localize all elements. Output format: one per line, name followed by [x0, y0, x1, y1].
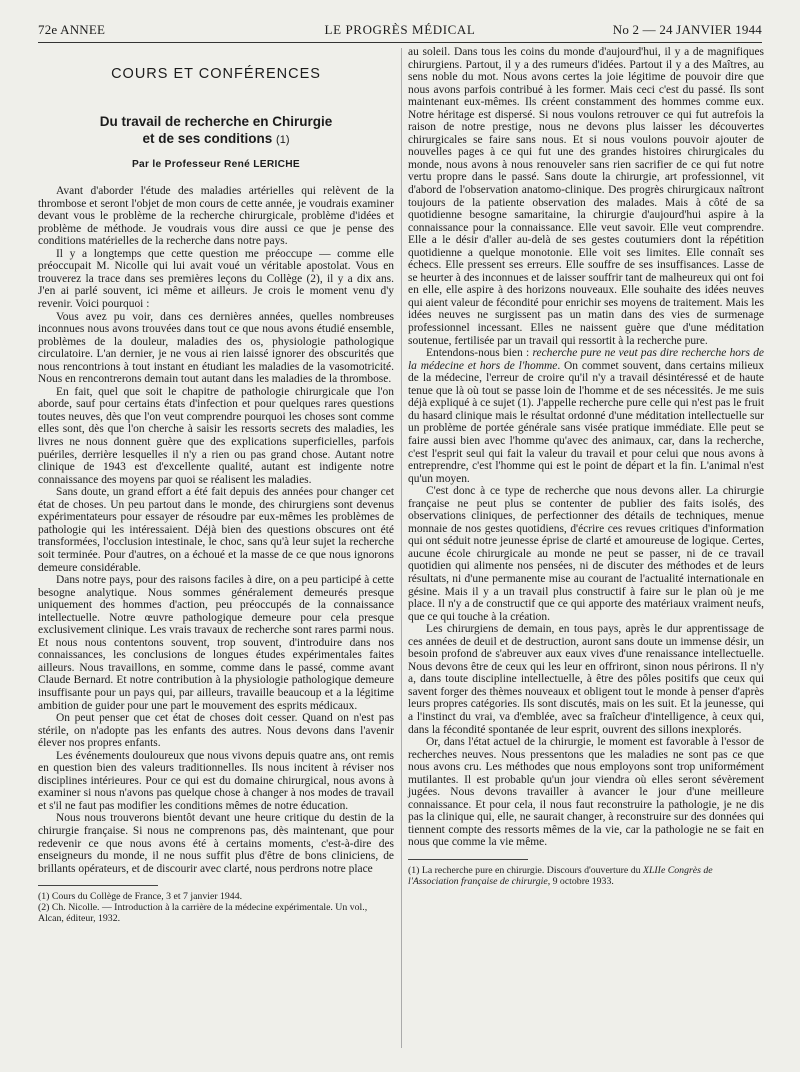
footnote-text: (1) La recherche pure en chirurgie. Discours d'ouverture du [408, 865, 643, 876]
column-divider [401, 48, 402, 1048]
paragraph-italic-text: recherche pure ne veut pas dire recherche hors de la médecine et hors de l'homme [408, 347, 764, 372]
article-title [38, 113, 394, 149]
paragraph: En fait, quel que soit le chapitre de pathologie chirurgicale que l'on aborde, sauf pour certains états d'infection et pour quelques rares questions toutes neuves, dès que l'on veut comprendre pourquoi les choses sont comme elles sont, dès que l'on cherche à saisir les ressorts secrets des maladies, les livres ne nous donnent guère que des explications superficielles, parfois puériles, derrière lesquelles il n'y a rien ou pas grand chose. Autant notre clinique de 1943 est d'excellente qualité, autant est indigente notre connaissance des moyens par quoi se réalisent les maladies. [38, 385, 394, 486]
article-title-footnote-ref: (1) [276, 133, 290, 146]
left-footnotes [38, 891, 394, 924]
footnote-rule [38, 885, 158, 886]
header-rule [38, 42, 762, 43]
issue-date: No 2 — 24 JANVIER 1944 [612, 22, 762, 37]
paragraph: Or, dans l'état actuel de la chirurgie, le moment est favorable à l'essor de recherches neuves. Nous pressentons que les maladies ne sont pas ce que nous avons cru. Les méthodes que nous employons sont trop uniformément mutilantes. Il est probable qu'un jour viendra où elles seront sévèrement jugées. Nous devons travailler à avancer le jour d'une meilleure connaissance. Et pour cela, il nous faut reconstruire la pathologie, je ne dis pas la clinique qui, elle, ne saurait changer, à reconstruire sur des données qui tiennent compte des ressorts mêmes de la vie, car la pathologie ne se fait en nous que comme la vie même. [408, 736, 764, 849]
author-byline: Par le Professeur René LERICHE [131, 158, 301, 170]
paragraph-text: Entendons-nous bien : [426, 347, 533, 360]
paragraph: Les chirurgiens de demain, en tous pays, après le dur apprentissage de ces années de deuil et de destruction, auront sans doute un immense désir, un besoin profond de s'abreuver aux eaux vives d'une renaissance intellectuelle. Nous devons être de ceux qui les leur en offriront, sinon nous périrons. Il n'y a, dans toute discipline intellectuelle, à être des pôles positifs que ceux qui savent forger des thèmes nouveaux et obligent tout le monde à penser d'après leurs propres catégories. Ils sont discutés, mais on les suit. Et la jeunesse, qui a l'instinct du vrai, va d'emblée, avec sa fraîcheur d'intelligence, à ceux qui, dans la fécondité spontanée de leur esprit, ouvrent des sillons inexplorés. [408, 623, 764, 736]
left-column [38, 50, 394, 924]
volume-label: 72e ANNEE [38, 22, 106, 37]
article-title-line-2-text: et de ses conditions [142, 130, 273, 146]
paragraph: C'est donc à ce type de recherche que nous devons aller. La chirurgie française ne peut plus se contenter de publier des faits isolés, des observations cliniques, de perfectionner des détails de techniques, menue monnaie de nos gestes quotidiens, d'écrire ces revues critiques d'information qui ont séduit notre jeunesse éprise de clarté et amoureuse de logique. Certes, aucune école chirurgicale au monde ne peut se passer, ni de ce travail quotidien qui alimente nos pensées, ni de discuter des méthodes et de leurs résultats, ni d'une permanente mise au courant de l'actualité internationale en gésine. Mais il y a un travail plus constructif à faire sur le plan où je me place. Il n'y a de constructif que ce qui apporte des matériaux vraiment neufs, que ce qui touche à la création. [408, 485, 764, 623]
paragraph: Vous avez pu voir, dans ces dernières années, quelles nombreuses inconnues nous avons trouvées dans tout ce que nous avons étudié ensemble, problèmes de la douleur, maladies des os, physiologie pathologique circulatoire. L'an dernier, je ne vous ai rien laissé ignorer des obscurités que nous rencontrions à tout instant en étudiant les maladies de la vasomotricité. Nous en rencontrerons demain tout autant dans les maladies de la thrombose. [38, 310, 394, 386]
right-column [408, 46, 764, 887]
paragraph: Les événements douloureux que nous vivons depuis quatre ans, ont remis en question bien des valeurs traditionnelles. Ils nous incitent à réviser nos disciplines intérieures. Pour ce qui est du domaine chirurgical, nous avons à examiner si nous n'avons pas quelque chose à changer à nos modes de travail et s'il ne faut pas modifier les conditions mêmes de notre éducation. [38, 749, 394, 812]
article-title-line-2 [38, 130, 394, 149]
paragraph-text: . On commet souvent, dans certains milieux de la médecine, l'erreur de croire qu'il n'y a travail désintéressé et de haute tenue que là où tout se passe loin de l'homme et de ses nécessités. Je me suis déjà expliqué à ce sujet (1). J'appelle recherche pure celle qui n'est pas le fruit du hasard clinique mais le résultat ordonné d'une méditation intellectuelle sur un problème de portée générale sans visée pratique immédiate. Elle peut se faire aussi bien avec l'homme qu'avec des animaux, car, dans la recherche, c'est l'esprit seul qui fait la valeur du travail et pour celui que nous avons à entreprendre, c'est l'homme qui est le point de départ et la fin. L'animal n'est qu'un moyen. [408, 359, 764, 485]
paragraph-recherche-pure [408, 347, 764, 485]
footnote-text: , 9 octobre 1933. [547, 876, 614, 887]
paragraph: Il y a longtemps que cette question me préoccupe — comme elle préoccupait M. Nicolle qui lui avait voué un véritable apostolat. Vous en trouverez la trace dans ses premières leçons du Collège (2), il y a dix ans. J'en ai parlé souvent, ici même et ailleurs. Je crois le moment venu d'y revenir. Voici pourquoi : [38, 247, 394, 311]
paragraph: au soleil. Dans tous les coins du monde d'aujourd'hui, il y a de magnifiques chirurgiens. Partout, il y a des rumeurs d'idées. Partout il y a des Maîtres, au sens noble du mot. Nous avons certes la joie légitime de pouvoir dire que nous avons parfois contribué à les former. Mais ceci c'est du passé. Ils sont maintenant eux-mêmes. Ils créent constamment des hommes comme eux. Notre héritage est dispersé. Si nous voulons retrouver ce qui fut autrefois la raison de notre prestige, nous ne devons plus laisser les découvertes chirurgicales se faire sans nous. Et si nous voulons pouvoir ajouter de nouvelles pages à ce qui fut une des grandes histoires chirurgicales du monde, nous avons à nous renouveler sans rien sacrifier de ce qui fut notre vertu propre dans le passé. Sans doute la chirurgie, art professionnel, vit d'abord de l'observation anatomo-clinique. Des progrès chirurgicaux naîtront toujours de la patiente observation des malades. Mais à côté de sa quotidienne besogne samaritaine, la chirurgie d'aujourd'hui aspire à la connaissance pour la connaissance. Elle veut savoir. Elle veut comprendre. Elle a le désir d'aller au-delà de ses gestes coutumiers dont la répétition quotidienne a quelque monotonie. Elle voit ses limites. Elle connaît ses échecs. Elle pressent ses erreurs. Elle souffre de ses insuffisances. Lasse de se heurter à des inconnues et de laisser souffrir tant de malheureux qui ont foi en elle, elle aspire à des horizons nouveaux. Elle souhaite des idées neuves qui aient valeur de fécondité pour enrichir ses moyens de traitement. Mais les idées neuves ne surgissent pas un matin dans des vies de surmenage professionnel incessant. Elles ne naissent guère que d'une méditation soutenue, fertilisée par un travail qui ressortit à la recherche pure. [408, 46, 764, 347]
footnote-1: (1) Cours du Collège de France, 3 et 7 janvier 1944. [38, 891, 243, 903]
paragraph: Avant d'aborder l'étude des maladies artérielles qui relèvent de la thrombose et seront l'objet de mon cours de cette année, je voudrais examiner devant vous le problème de la recherche chirurgicale, problème d'idées et problème de méthode. Je voudrais vous dire aussi ce que je pense des conditions matérielles de la recherche dans notre pays. [38, 185, 394, 248]
paragraph: Dans notre pays, pour des raisons faciles à dire, on a peu participé à cette besogne analytique. Nous sommes généralement demeurés presque uniquement des hommes d'action, peu préoccupés de la connaissance intellectuelle. Notre œuvre pathologique demeure pour cela presque exclusivement clinique. Les vrais travaux de recherche sont rares parmi nous. Et nous nous contentons souvent, trop souvent, d'introduire dans nos connaissances, les conclusions de longues études expérimentales faites ailleurs. Nous travaillons, en somme, comme dans le passé, comme avant Claude Bernard. Et notre contribution à la physiologie pathologique demeure insuffisante pour un pays qui, par ailleurs, travaille beaucoup et a la légitime ambition de guider pour une part le mouvement des esprits médicaux. [38, 574, 394, 712]
section-title: COURS ET CONFÉRENCES [111, 66, 321, 82]
footnote-right-1 [408, 865, 764, 887]
footnote-italic-text: XLIIe Congrès de l'Association française de chirurgie [408, 865, 713, 887]
article-title-line-1: Du travail de recherche en Chirurgie [99, 113, 333, 129]
running-head [38, 22, 762, 40]
footnote-2: (2) Ch. Nicolle. — Introduction à la carrière de la médecine expérimentale. Un vol., Alcan, éditeur, 1932. [38, 902, 368, 925]
paragraph: Nous nous trouverons bientôt devant une heure critique du destin de la chirurgie française. Si nous ne comprenons pas, dès maintenant, que pour redevenir ce que nous avons été à certains moments, c'est-à-dire des enseigneurs du monde, il ne nous suffit plus d'être de bons cliniciens, de brillants opérateurs, et de discourir avec clarté, nous perdrons notre place [38, 812, 394, 875]
right-footnotes [408, 865, 764, 887]
paragraph: Sans doute, un grand effort a été fait depuis des années pour changer cet état de choses. Un peu partout dans le monde, des chirurgiens sont devenus expérimentateurs pour essayer de résoudre par eux-mêmes les problèmes de pathologie qui les intéressaient. Déjà bien des questions obscures ont été transformées, l'occlusion intestinale, le choc, sans qu'à leur sujet la recherche soit terminée. Pour d'autres, on a échoué et la masse de ce que nous ignorons demeure considérable. [38, 486, 394, 574]
footnote-rule [408, 859, 528, 860]
journal-title: LE PROGRÈS MÉDICAL [324, 22, 476, 37]
paragraph: On peut penser que cet état de choses doit cesser. Quand on n'est pas stérile, on n'adopte pas les enfants des autres. Nous devons dans l'avenir élever nos propres enfants. [38, 712, 394, 750]
